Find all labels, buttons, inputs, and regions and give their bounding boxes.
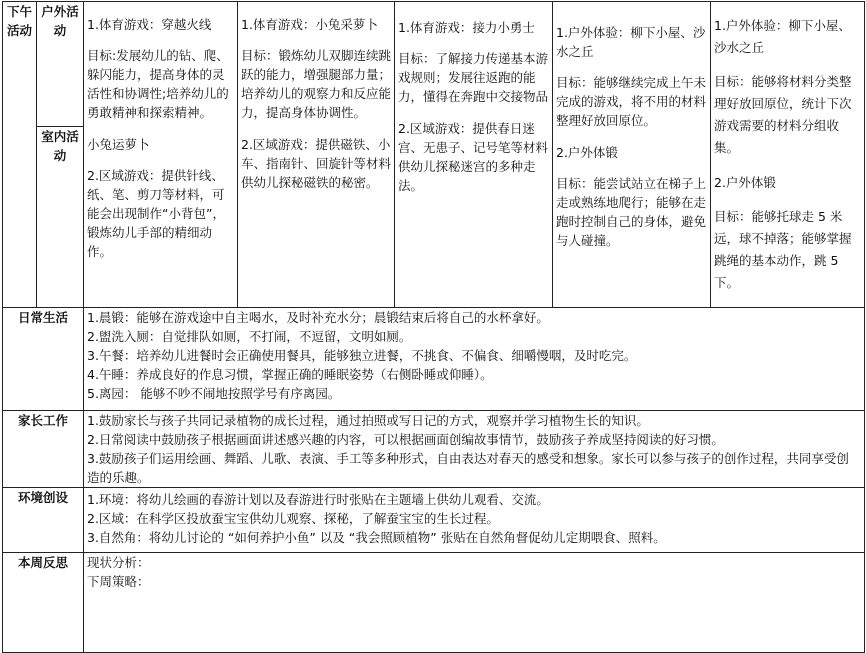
reflection-header: 本周反思 bbox=[3, 552, 84, 652]
parent-line-2: 2.日常阅读中鼓励孩子根据画面讲述感兴趣的内容，可以根据画面创编故事情节，鼓励孩子养成坚持阅读的好习惯。 bbox=[87, 431, 724, 447]
afternoon-day-3 bbox=[395, 2, 553, 308]
day1-line-2: 目标:发展幼儿的钻、爬、躲闪能力，提高身体的灵活性和协调性;培养幼儿的勇敢精神和探索精神。 bbox=[87, 48, 229, 120]
environment-row bbox=[3, 487, 865, 552]
day1-line-4: 2.区域游戏：提供针线、纸、笔、剪刀等材料，可能会出现制作“小背包”，锻炼幼儿手部的精细动作。 bbox=[87, 168, 225, 259]
next-week-strategy-label: 下周策略： bbox=[87, 573, 150, 589]
day5-line-2: 目标：能够将材料分类整理好放回原位，统计下次游戏需要的材料分组收集。 bbox=[714, 74, 852, 155]
indoor-activity-subheader: 室内活动 bbox=[37, 126, 84, 307]
day3-line-3: 2.区域游戏：提供春日迷宫、无患子、记号笔等材料供幼儿探秘迷宫的多种走法。 bbox=[398, 120, 549, 193]
afternoon-day-4 bbox=[553, 2, 711, 308]
reflection-content bbox=[84, 552, 865, 652]
afternoon-day-2 bbox=[238, 2, 395, 308]
env-line-2: 2.区域：在科学区投放蚕宝宝供幼儿观察、探秘，了解蚕宝宝的生长过程。 bbox=[87, 510, 499, 526]
day2-line-1: 1.体育游戏：小兔采萝卜 bbox=[241, 16, 378, 32]
parent-work-content bbox=[84, 410, 865, 487]
daily-line-3: 3.午餐：培养幼儿进餐时会正确使用餐具，能够独立进餐，不挑食、不偏食、细嚼慢咽，及时吃完。 bbox=[87, 347, 637, 363]
environment-header: 环境创设 bbox=[3, 487, 84, 552]
weekly-plan-table bbox=[2, 1, 865, 653]
outdoor-activity-subheader: 户外活动 bbox=[37, 2, 84, 127]
env-line-3: 3.自然角：将幼儿讨论的 “如何养护小鱼” 以及 “我会照顾植物” 张贴在自然角督促幼儿定期喂食、照料。 bbox=[87, 529, 666, 545]
day5-line-1: 1.户外体验：柳下小屋、沙水之丘 bbox=[714, 17, 851, 55]
afternoon-day-1 bbox=[84, 2, 238, 308]
daily-line-2: 2.盥洗入厕：自觉排队如厕，不打闹，不逗留，文明如厕。 bbox=[87, 328, 412, 344]
day4-line-1: 1.户外体验：柳下小屋、沙水之丘 bbox=[556, 24, 706, 59]
daily-line-1: 1.晨锻：能够在游戏途中自主喝水，及时补充水分；晨锻结束后将自己的水杯拿好。 bbox=[87, 309, 549, 325]
parent-line-3: 3.鼓励孩子们运用绘画、舞蹈、儿歌、表演、手工等多种形式，自由表达对春天的感受和想象。家长可以参与孩子的创作过程，共同享受创造的乐趣。 bbox=[87, 450, 849, 485]
day1-line-1: 1.体育游戏：穿越火线 bbox=[87, 16, 212, 32]
parent-line-1: 1.鼓励家长与孩子共同记录植物的成长过程，通过拍照或写日记的方式，观察并学习植物生长的知识。 bbox=[87, 412, 649, 428]
day5-line-3: 2.户外体锻 bbox=[714, 174, 776, 190]
env-line-1: 1.环境：将幼儿绘画的春游计划以及春游进行时张贴在主题墙上供幼儿观看、交流。 bbox=[87, 491, 549, 507]
daily-line-5: 5.离园： 能够不吵不闹地按照学号有序离园。 bbox=[87, 385, 341, 401]
day1-line-3: 小兔运萝卜 bbox=[87, 136, 150, 152]
daily-life-row bbox=[3, 307, 865, 410]
afternoon-day-5 bbox=[711, 2, 865, 308]
day2-line-3: 2.区域游戏：提供磁铁、小车、指南针、回旋针等材料供幼儿探秘磁铁的秘密。 bbox=[241, 136, 392, 190]
day2-line-2: 目标：锻炼幼儿双脚连续跳跃的能力，增强腿部力量；培养幼儿的观察力和反应能力，提高身体协调性。 bbox=[241, 48, 392, 120]
day4-line-2: 目标：能够继续完成上午未完成的游戏，将不用的材料整理好放回原位。 bbox=[556, 75, 707, 128]
day3-line-1: 1.体育游戏：接力小勇士 bbox=[398, 19, 535, 35]
daily-line-4: 4.午睡：养成良好的作息习惯，掌握正确的睡眠姿势（右侧卧睡或仰睡）。 bbox=[87, 366, 493, 382]
parent-work-row bbox=[3, 410, 865, 487]
environment-content bbox=[84, 487, 865, 552]
day4-line-3: 2.户外体锻 bbox=[556, 144, 618, 160]
afternoon-outdoor-row bbox=[3, 2, 865, 127]
status-analysis-label: 现状分析： bbox=[87, 554, 150, 570]
reflection-row bbox=[3, 552, 865, 652]
day5-line-4: 目标：能够托球走 5 米远，球不掉落；能够掌握跳绳的基本动作，跳 5 下。 bbox=[714, 209, 852, 290]
afternoon-activity-header: 下午活动 bbox=[3, 2, 37, 308]
day3-line-2: 目标：了解接力传递基本游戏规则；发展往返跑的能力，懂得在奔跑中交接物品 bbox=[398, 51, 549, 104]
daily-life-content bbox=[84, 307, 865, 410]
parent-work-header: 家长工作 bbox=[3, 410, 84, 487]
daily-life-header: 日常生活 bbox=[3, 307, 84, 410]
day4-line-4: 目标：能尝试站立在梯子上走或熟练地爬行；能够在走跑时控制自己的身体，避免与人碰撞。 bbox=[556, 176, 707, 248]
